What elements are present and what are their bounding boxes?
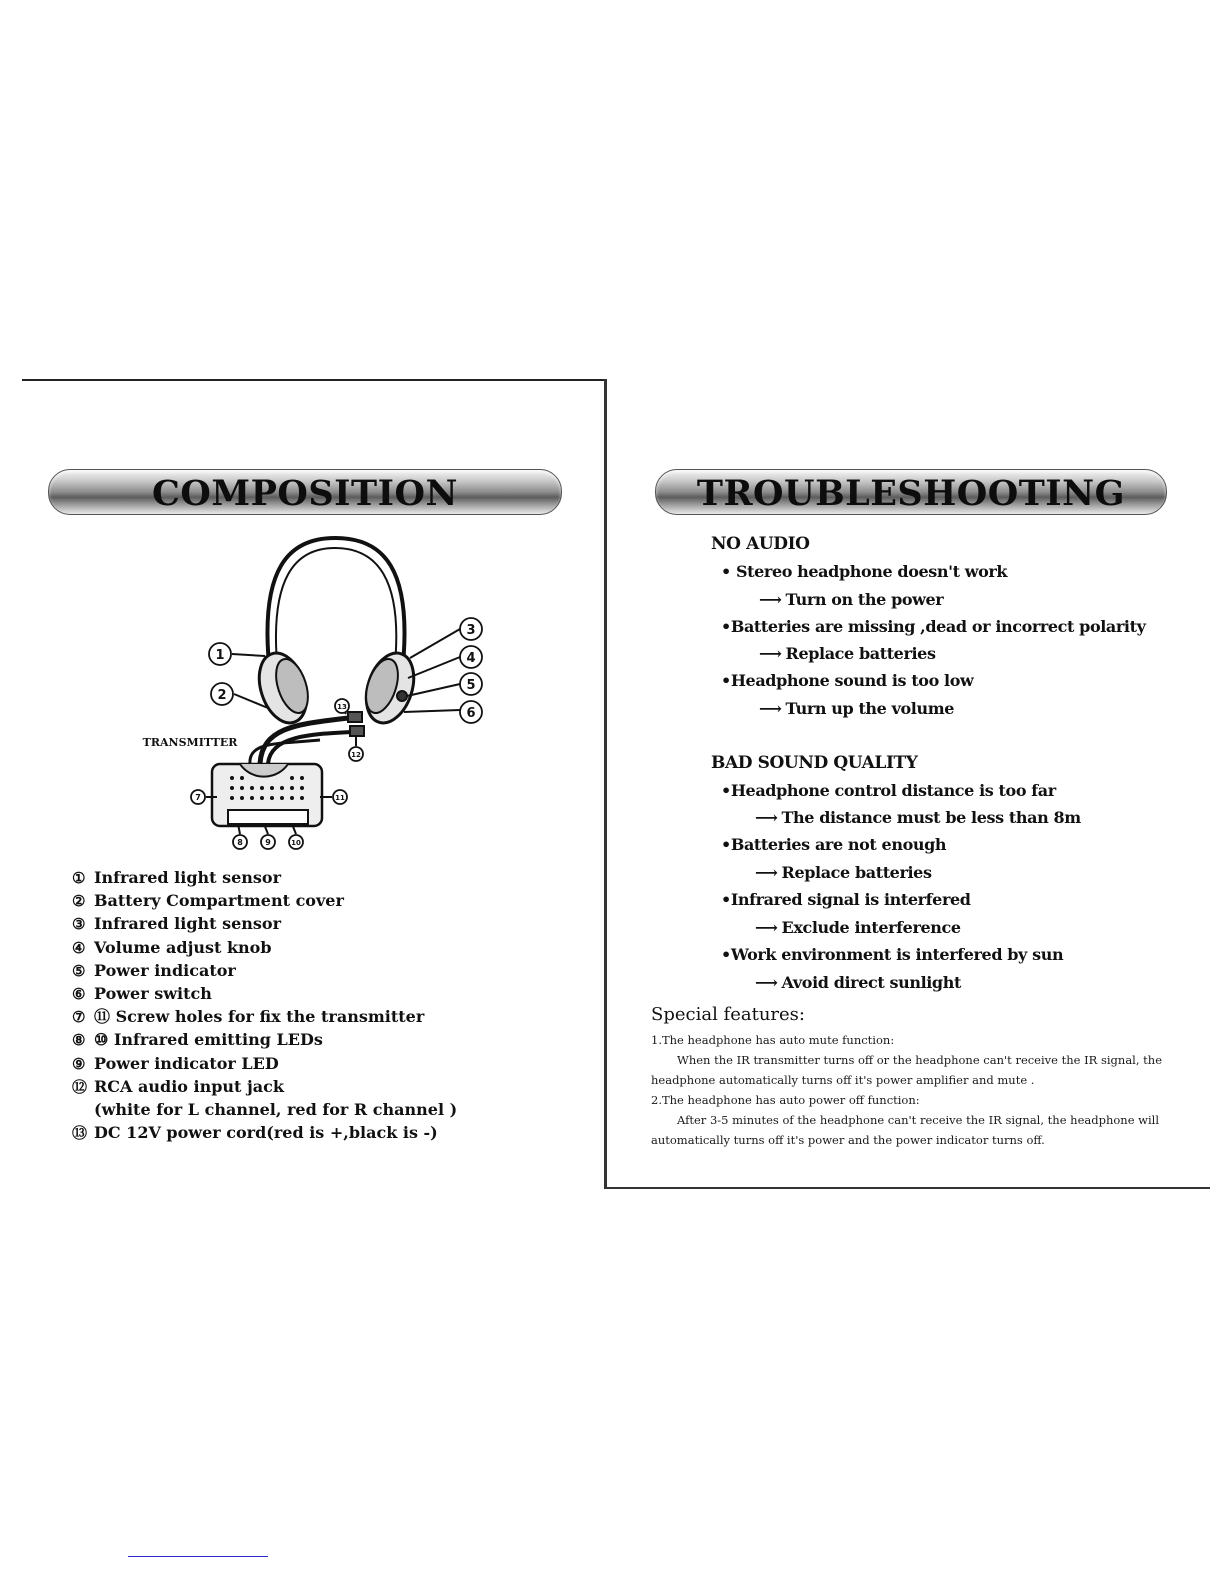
solution-text: ⟶ The distance must be less than 8m [755,808,1081,827]
composition-item: ⑧ ⑩ Infrared emitting LEDs [72,1030,323,1050]
feature-2-title: 2.The headphone has auto power off function: [651,1093,920,1107]
feature-2-body: After 3-5 minutes of the headphone can't receive the IR signal, the headphone will automatically turns off it's power and the power indicator turns off. [651,1113,1160,1147]
solution-text: ⟶ Avoid direct sunlight [755,973,961,992]
arrow-icon: ⟶ [759,590,782,609]
solution-text: ⟶ Turn on the power [759,590,944,609]
composition-item: ⑫ RCA audio input jack [72,1076,284,1096]
problem-text: •Batteries are missing ,dead or incorrect polarity [721,617,1146,636]
callout-4-label: 4 [466,651,476,666]
composition-item: ⑤ Power indicator [72,960,236,980]
headphone-diagram [120,526,500,866]
callout-9-label: 9 [265,838,271,847]
footer-link-underline [128,1556,268,1557]
composition-item: (white for L channel, red for R channel ) [94,1099,458,1119]
arrow-icon: ⟶ [759,699,782,718]
solution-text: ⟶ Exclude interference [755,918,961,937]
callout-10-label: 10 [291,839,301,847]
arrow-icon: ⟶ [755,863,778,882]
composition-item: ④ Volume adjust knob [72,937,272,957]
composition-banner [48,469,562,515]
bottom-rule [604,1187,1210,1189]
callout-13-label: 13 [337,703,347,711]
solution-text: ⟶ Turn up the volume [759,699,955,718]
section-heading: NO AUDIO [711,534,810,554]
feature-1-body: When the IR transmitter turns off or the headphone can't receive the IR signal, the headphone automatically turns off it's power amplifier and mute . [651,1053,1162,1087]
feature-1-title: 1.The headphone has auto mute function: [651,1033,895,1047]
problem-text: •Work environment is interfered by sun [721,945,1064,964]
composition-item: ⑬ DC 12V power cord(red is +,black is -) [72,1123,438,1143]
callout-1-label: 1 [215,648,225,663]
problem-text: •Headphone sound is too low [721,671,974,690]
troubleshooting-title: TROUBLESHOOTING [696,473,1126,514]
top-rule [22,379,606,381]
center-divider [604,379,607,1189]
composition-title: COMPOSITION [152,473,458,514]
composition-item: ⑥ Power switch [72,983,212,1003]
arrow-icon: ⟶ [755,973,778,992]
transmitter-label: TRANSMITTER [142,736,238,749]
callout-6-label: 6 [466,706,476,721]
callout-8-label: 8 [237,838,243,847]
callout-11-label: 11 [335,794,345,802]
arrow-icon: ⟶ [755,918,778,937]
arrow-icon: ⟶ [759,644,782,663]
problem-text: •Batteries are not enough [721,835,947,854]
solution-text: ⟶ Replace batteries [759,644,936,663]
composition-item: ② Battery Compartment cover [72,891,344,911]
problem-text: • Stereo headphone doesn't work [721,562,1008,581]
callout-12-label: 12 [351,751,361,759]
callout-7-label: 7 [195,793,201,802]
special-features-body [651,1030,1191,1150]
callout-3-label: 3 [466,623,476,638]
problem-text: •Infrared signal is interfered [721,890,971,909]
arrow-icon: ⟶ [755,808,778,827]
callout-2-label: 2 [217,688,227,703]
callout-5-label: 5 [466,678,476,693]
composition-item: ⑨ Power indicator LED [72,1053,279,1073]
composition-list [72,866,457,1144]
composition-item: ③ Infrared light sensor [72,914,282,934]
special-features-title: Special features: [651,1004,805,1025]
problem-text: •Headphone control distance is too far [721,781,1056,800]
composition-item: ⑦ ⑪ Screw holes for fix the transmitter [72,1007,425,1027]
troubleshooting-banner [655,469,1167,515]
composition-item: ① Infrared light sensor [72,868,282,887]
section-heading: BAD SOUND QUALITY [711,753,918,773]
solution-text: ⟶ Replace batteries [755,863,932,882]
